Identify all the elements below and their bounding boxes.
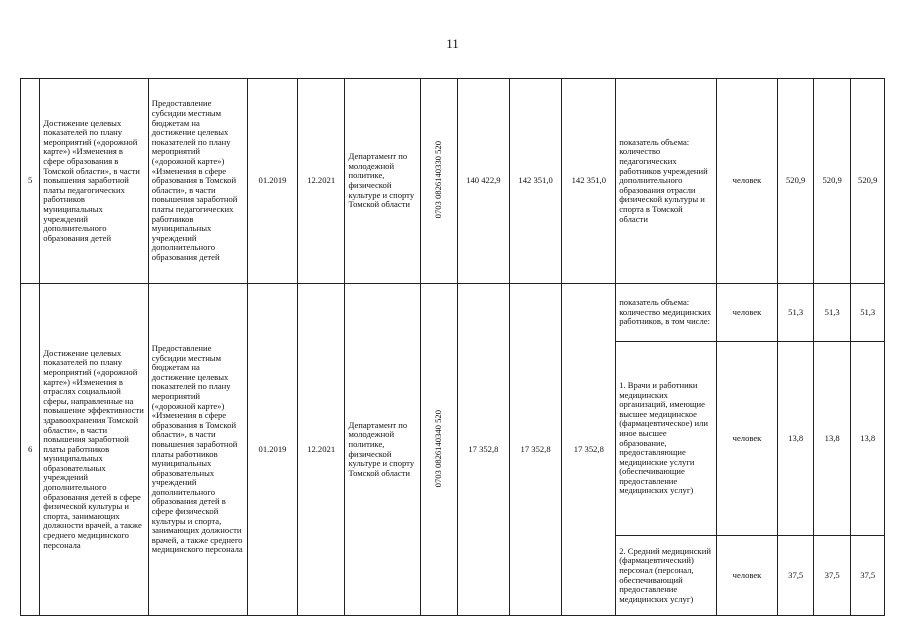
page-number: 11: [446, 36, 459, 51]
indicator-value-2019-cell: 37,5: [778, 536, 813, 616]
row-number: 6: [21, 284, 40, 616]
indicator-value-2019-cell: 51,3: [778, 284, 813, 342]
sum-2020-cell: 17 352,8: [509, 284, 562, 616]
sum-2019-cell: 140 422,9: [458, 79, 510, 284]
executor-cell: Департамент по молодежной политике, физической культуре и спорту Томской области: [345, 79, 420, 284]
indicator-value-2021-cell: 13,8: [851, 342, 885, 536]
sum-2021-cell: 142 351,0: [562, 79, 616, 284]
indicator-value-2020-cell: 13,8: [813, 342, 851, 536]
budget-code-text: 0703 0826140330 520: [432, 141, 443, 219]
indicator-value-2020-cell: 51,3: [813, 284, 851, 342]
budget-code-cell: [420, 284, 458, 616]
program-measures-table: [20, 78, 885, 616]
indicator-unit-cell: человек: [716, 79, 778, 284]
sum-2021-cell: 17 352,8: [562, 284, 616, 616]
table-row: [21, 79, 885, 284]
goal-cell: Достижение целевых показателей по плану мероприятий («дорожной карте») «Изменения в сфере образования в Томской области», в части повышения заработной платы педагогических работников муниципальных учреждений дополнительного образования детей: [40, 79, 149, 284]
measure-cell: Предоставление субсидии местным бюджетам на достижение целевых показателей по плану мероприятий («дорожной карте») «Изменения в сфере образования в Томской области», в части повышения заработной платы педагогических работников муниципальных учреждений дополнительного образования детей: [148, 79, 247, 284]
sum-2019-cell: 17 352,8: [458, 284, 510, 616]
indicator-value-2020-cell: 37,5: [813, 536, 851, 616]
start-date-cell: 01.2019: [248, 79, 298, 284]
start-date-cell: 01.2019: [248, 284, 298, 616]
budget-code-cell: [420, 79, 458, 284]
indicator-value-2021-cell: 520,9: [851, 79, 885, 284]
end-date-cell: 12.2021: [297, 79, 345, 284]
indicator-value-2021-cell: 37,5: [851, 536, 885, 616]
budget-code-text: 0703 0826140340 520: [432, 409, 443, 487]
indicator-unit-cell: человек: [716, 342, 778, 536]
indicator-name-cell: 1. Врачи и работники медицинских организаций, имеющие высшее медицинское (фармацевтическое) или иное высшее образование, предоставляющие медицинские услуги (обеспечивающие предоставление медицинских услуг): [616, 342, 716, 536]
table-row: [21, 284, 885, 342]
row-number: 5: [21, 79, 40, 284]
measure-cell: Предоставление субсидии местным бюджетам на достижение целевых показателей по плану мероприятий («дорожной карте») «Изменения в сфере образования в Томской области», в части повышения заработной платы работников муниципальных образовательных учреждений дополнительного образования детей в сфере физической культуры и спорта, занимающих должности врачей, а также среднего медицинского персонала: [148, 284, 247, 616]
end-date-cell: 12.2021: [297, 284, 345, 616]
indicator-value-2019-cell: 13,8: [778, 342, 813, 536]
indicator-name-cell: 2. Средний медицинский (фармацевтический) персонал (персонал, обеспечивающий предоставление медицинских услуг): [616, 536, 716, 616]
indicator-name-cell: показатель объема: количество медицинских работников, в том числе:: [616, 284, 716, 342]
indicator-value-2020-cell: 520,9: [813, 79, 851, 284]
indicator-unit-cell: человек: [716, 536, 778, 616]
indicator-name-cell: показатель объема: количество педагогических работников учреждений дополнительного образования отрасли физической культуры и спорта в Томской области: [616, 79, 716, 284]
goal-cell: Достижение целевых показателей по плану мероприятий («дорожной карте») «Изменения в отраслях социальной сферы, направленные на повышение эффективности здравоохранения Томской области», в части повышения заработной платы работников муниципальных образовательных учреждений дополнительного образования детей в сфере физической культуры и спорта, занимающих должности врачей, а также среднего медицинского персонала: [40, 284, 149, 616]
indicator-value-2019-cell: 520,9: [778, 79, 813, 284]
executor-cell: Департамент по молодежной политике, физической культуре и спорту Томской области: [345, 284, 420, 616]
indicator-value-2021-cell: 51,3: [851, 284, 885, 342]
sum-2020-cell: 142 351,0: [509, 79, 562, 284]
indicator-unit-cell: человек: [716, 284, 778, 342]
